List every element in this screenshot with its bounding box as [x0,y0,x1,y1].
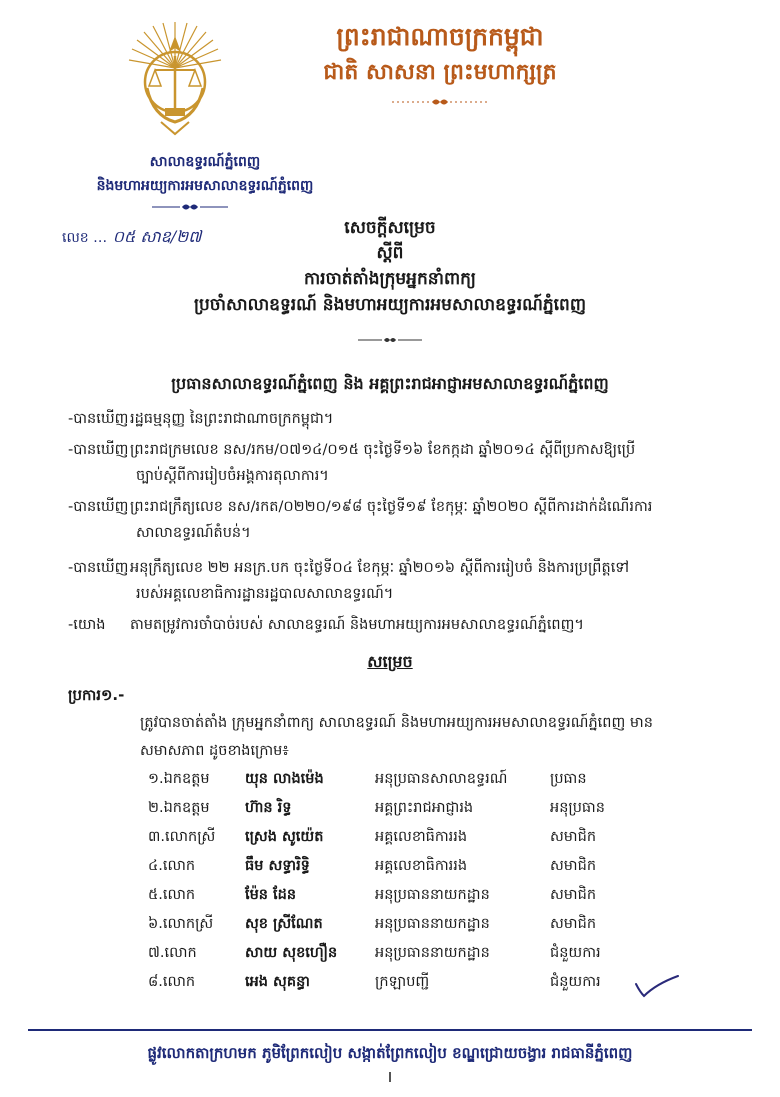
basis-text: ព្រះរាជក្រមលេខ នស/រកម/០៧១៤/០១៥ ចុះថ្ងៃទី១៦ ខែកក្កដា ឆ្នាំ២០១៤ ស្ដីពីប្រកាសឱ្យប្រើ [130,442,636,458]
basis-lead: -យោង [68,617,106,633]
member-title: ៤.លោក [148,858,196,874]
basis-item [68,555,728,607]
basis-item [68,612,728,638]
decision-heading: សម្រេច [367,652,413,671]
document-subject-line2: ប្រចាំសាលាឧទ្ធរណ៍ និងមហាអយ្យការអមសាលាឧទ្ធរណ៍ភ្នំពេញ [193,295,587,315]
basis-text-cont: សាលាឧទ្ធរណ៍តំបន់។ [136,525,251,541]
footer-address: ផ្លូវលោកតាក្រហមក ភូមិព្រែកលៀប សង្កាត់ព្រែកលៀប ខណ្ឌជ្រោយចង្វារ រាជធានីភ្នំពេញ [147,1044,633,1062]
member-position: ក្រឡាបញ្ជី [375,974,430,990]
handwritten-check-icon [632,972,682,1000]
ornament-divider-icon [358,336,422,344]
member-name: ហ៊ាន រិទ្ធ [245,800,292,816]
basis-lead: -បានឃើញ [68,411,129,427]
member-position: អនុប្រធាននាយកដ្ឋាន [375,945,490,961]
kingdom-title: ព្រះរាជាណាចក្រកម្ពុជា [336,22,544,51]
member-name: សុខ ស្រីណែត [245,916,323,932]
document-type: សេចក្ដីសម្រេច [344,218,436,238]
reference-number: លេខ … ០៥ សាឧ/២៧ [62,227,202,246]
member-row [0,828,780,854]
member-row [0,799,780,825]
basis-item [68,437,728,489]
member-title: ៣.លោកស្រី [148,829,216,845]
basis-text: អនុក្រឹត្យលេខ ២២ អនក្រ.បក ចុះថ្ងៃទី០៤ ខែកុម្ភៈ ឆ្នាំ២០១៦ ស្ដីពីការរៀបចំ និងការប្រព្រឹត្តទៅ [130,560,630,576]
basis-text: រដ្ឋធម្មនុញ្ញ នៃព្រះរាជាណាចក្រកម្ពុជា។ [130,411,334,427]
article-text-line1: ត្រូវបានចាត់តាំង ក្រុមអ្នកនាំពាក្យ សាលាឧទ្ធរណ៍ និងមហាអយ្យការអមសាលាឧទ្ធរណ៍ភ្នំពេញ មាន [140,715,653,731]
member-row [0,915,780,941]
reference-value: ០៥ សាឧ/២៧ [112,227,202,246]
document-subject-line1: ការចាត់តាំងក្រុមអ្នកនាំពាក្យ [304,269,476,289]
article-text-line2: សមាសភាព ដូចខាងក្រោម៖ [140,743,289,759]
court-name-line1: សាលាឧទ្ធរណ៍ភ្នំពេញ [149,154,261,170]
member-role: សមាជិក [550,829,597,845]
basis-item [68,406,728,432]
member-role: ប្រធាន [550,771,587,787]
court-name-line2: និងមហាអយ្យការអមសាលាឧទ្ធរណ៍ភ្នំពេញ [96,178,314,194]
basis-text: ព្រះរាជក្រឹត្យលេខ នស/រកត/០២២០/១៩៨ ចុះថ្ងៃទី១៩ ខែកុម្ភៈ ឆ្នាំ២០២០ ស្ដីពីការដាក់ដំណើរការ [130,499,653,515]
member-role: អនុប្រធាន [550,800,605,816]
member-position: អនុប្រធានសាលាឧទ្ធរណ៍ [375,771,508,787]
basis-text: តាមតម្រូវការចាំបាច់របស់ សាលាឧទ្ធរណ៍ និងមហាអយ្យការអមសាលាឧទ្ធរណ៍ភ្នំពេញ។ [130,617,584,633]
basis-text-cont: ច្បាប់ស្ដីពីការរៀបចំអង្គការតុលាការ។ [136,468,329,484]
member-title: ៧.លោក [148,945,197,961]
member-title: ៦.លោកស្រី [148,916,214,932]
member-position: អគ្គលេខាធិការរង [375,858,468,874]
basis-item [68,494,728,546]
member-title: ២.ឯកឧត្ដម [148,800,210,816]
member-title: ៥.លោក [148,887,196,903]
member-name: ម៉ែន ដែន [245,887,297,903]
page-mark [389,1072,391,1082]
ornament-divider-icon [150,202,230,212]
member-row [0,944,780,970]
member-role: សមាជិក [550,858,597,874]
member-title: ១.ឯកឧត្ដម [148,771,210,787]
member-position: អនុប្រធាននាយកដ្ឋាន [375,887,490,903]
kingdom-motto: ជាតិ សាសនា ព្រះមហាក្សត្រ [323,59,557,85]
document-about: ស្ដីពី [376,243,404,263]
member-name: ធឹម សទ្ធារិទ្ធិ [245,858,310,874]
member-row [0,857,780,883]
member-row [0,886,780,912]
member-title: ៨.លោក [148,974,196,990]
member-position: អនុប្រធាននាយកដ្ឋាន [375,916,490,932]
member-role: ជំនួយការ [550,974,601,990]
basis-lead: -បានឃើញ [68,442,129,458]
member-position: អគ្គព្រះរាជអាជ្ញារង [375,800,474,816]
member-name: យុន លាងម៉េង [245,771,324,787]
article-label: ប្រការ១.- [68,686,125,704]
member-name: ស្រេង សូយ៉េត [245,829,324,845]
member-position: អគ្គលេខាធិការរង [375,829,468,845]
issuing-authority: ប្រធានសាលាឧទ្ធរណ៍ភ្នំពេញ និង អគ្គព្រះរាជអាជ្ញាអមសាលាឧទ្ធរណ៍ភ្នំពេញ [171,374,609,393]
footer-rule [28,1029,752,1031]
member-role: សមាជិក [550,916,597,932]
basis-lead: -បានឃើញ [68,499,129,515]
member-role: ជំនួយការ [550,945,601,961]
member-row [0,770,780,796]
reference-prefix: លេខ [62,230,89,246]
ornament-divider-icon [390,96,490,108]
basis-lead: -បានឃើញ [68,560,129,576]
member-name: អេង សុគន្ធា [245,974,310,990]
member-name: សាយ សុខហឿន [245,945,338,961]
court-emblem-icon [125,18,225,138]
basis-text-cont: របស់អគ្គលេខាធិការដ្ឋានរដ្ឋបាលសាលាឧទ្ធរណ៍។ [136,586,394,602]
member-role: សមាជិក [550,887,597,903]
